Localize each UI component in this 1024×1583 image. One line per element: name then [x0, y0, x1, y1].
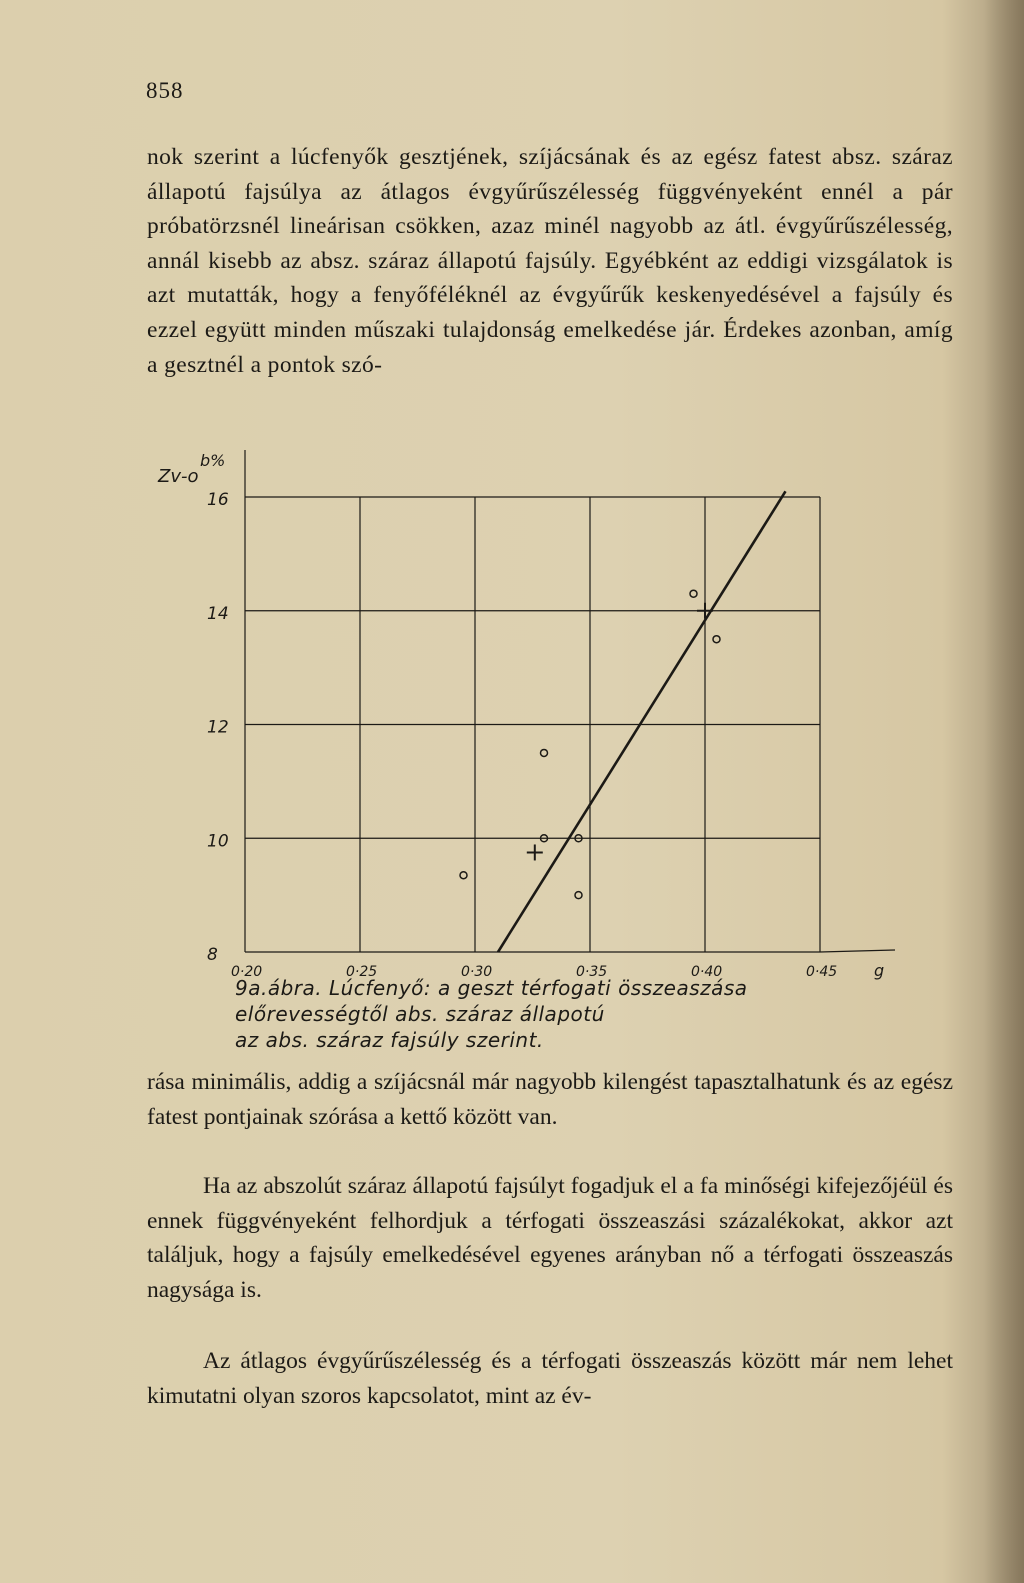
- x-tick-label: 0·35: [576, 964, 608, 980]
- data-point: [713, 636, 720, 643]
- x-axis-unit: g: [874, 961, 885, 980]
- y-tick-label: 10: [207, 831, 229, 852]
- paragraph-top: nok szerint a lúcfenyők gesztjének, szíjácsának és az egész fatest absz. száraz állapotú fajsúlya az átlagos évgyűrűszélesség függvényeként ennél a pár próbatörzsnél lineárisan csökken, azaz minél nagyobb az átl. évgyűrűszélesség, annál kisebb az absz. száraz állapotú fajsúly. Egyébként az eddigi vizsgálatok is azt mutatták, hogy a fenyőféléknél az évgyűrűk keskenyedésével a fajsúly és ezzel együtt minden műszaki tulajdonság emelkedése jár. Érdekes azonban, amíg a gesztnél a pontok szó-: [147, 144, 953, 378]
- caption-line-1: 9a.ábra. Lúcfenyő: a geszt térfogati összeaszása előrevességtől abs. száraz állapotú: [235, 976, 748, 1026]
- x-axis-line: [820, 950, 895, 952]
- y-tick-label: 14: [207, 603, 229, 624]
- chart-svg: [150, 440, 910, 1060]
- paragraph-3: Az átlagos évgyűrűszélesség és a térfogati összeaszás között már nem lehet kimutatni olyan szoros kapcsolatot, mint az év-: [147, 1348, 953, 1409]
- y-tick-label: 16: [207, 490, 229, 510]
- y-axis-symbol: Zv-o: [158, 466, 199, 487]
- data-point: [541, 749, 548, 756]
- x-tick-label: 0·45: [806, 964, 838, 980]
- caption-line-2: az abs. száraz fajsúly szerint.: [235, 1028, 544, 1052]
- y-tick-label: 12: [207, 717, 229, 738]
- paragraph-continued: rása minimális, addig a szíjácsnál már nagyobb kilengést tapasztalhatunk és az egész fatest pontjainak szórása a kettő között van.: [147, 1069, 953, 1130]
- page-edge-shadow: [984, 0, 1024, 1583]
- x-tick-label: 0·20: [231, 964, 263, 980]
- trend-line: [498, 491, 786, 952]
- data-point: [690, 590, 697, 597]
- paragraph-2: Ha az abszolút száraz állapotú fajsúlyt fogadjuk el a fa minőségi kifejezőjéül és ennek függvényeként felhordjuk a térfogati összeaszási százalékokat, akkor azt találjuk, hogy a fajsúly emelkedésével egyenes arányban nő a térfogati összeaszás nagysága is.: [147, 1173, 953, 1303]
- x-tick-label: 0·25: [346, 964, 378, 980]
- data-point: [460, 872, 467, 879]
- figure-9a: [150, 440, 910, 1060]
- page-number: 858: [146, 78, 184, 103]
- figure-caption: [235, 975, 875, 1053]
- x-tick-label: 0·30: [461, 964, 493, 980]
- x-tick-label: 0·40: [691, 964, 723, 980]
- y-tick-label: 8: [207, 945, 218, 965]
- data-point: [575, 892, 582, 899]
- y-axis-unit: b%: [200, 451, 226, 470]
